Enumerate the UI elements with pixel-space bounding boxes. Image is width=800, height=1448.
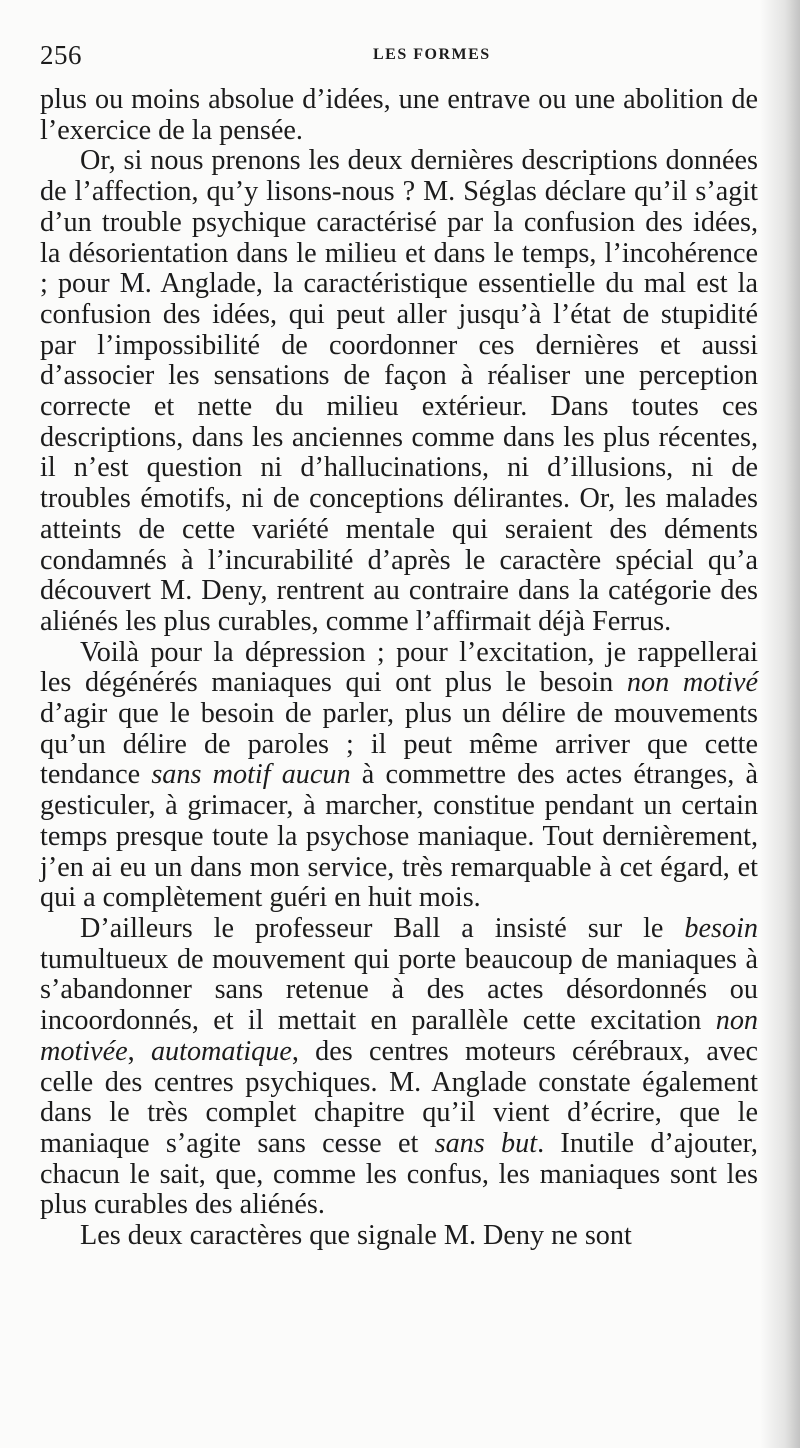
page-header — [40, 38, 760, 72]
text-segment: plus ou moins absolue d’idées, une entrave ou une abolition de l’exercice de la pensée. — [40, 84, 758, 146]
italic-text-segment: sans but — [434, 1127, 538, 1159]
paragraph — [40, 85, 758, 146]
body-text — [40, 85, 758, 1252]
page-number: 256 — [40, 40, 82, 70]
text-segment: Or, si nous prenons les deux dernières descriptions données de l’affection, qu’y lisons-nous ? M. Séglas déclare qu’il s’agit d’un trouble psychique caractérisé par la confusion des idées, la désorientation dans le milieu et dans le temps, l’incohérence ; pour M. Anglade, la caractéristique essentielle du mal est la confusion des idées, qui peut aller jusqu’à l’état de stupidité par l’impossibilité de coordonner ces dernières et aussi d’associer les sensations de façon à réaliser une perception correcte et nette du milieu extérieur. Dans toutes ces descriptions, dans les anciennes comme dans les plus récentes, il n’est question ni d’hallucinations, ni d’illusions, ni de troubles émotifs, ni de conceptions délirantes. Or, les malades atteints de cette variété mentale qui seraient des déments condamnés à l’incurabilité d’après le caractère spécial qu’a découvert M. Deny, rentrent au contraire dans la catégorie des aliénés les plus curables, comme l’affirmait déjà Ferrus. — [40, 145, 758, 637]
paragraph — [40, 638, 758, 914]
running-title: LES FORMES — [373, 46, 491, 63]
italic-text-segment: automatique — [150, 1035, 292, 1067]
text-segment: Les deux caractères que signale M. Deny ne sont — [80, 1220, 632, 1252]
text-segment: . Inutile d’ajouter, chacun le sait, que, comme les confus, les maniaques sont les plus curables des aliénés. — [40, 1127, 758, 1221]
text-segment: à commettre des actes étranges, à gesticuler, à grimacer, à marcher, constitue pendant un certain temps presque toute la psychose maniaque. Tout dernièrement, j’en ai eu un dans mon service, très remarquable à cet égard, et qui a complètement guéri en huit mois. — [40, 759, 758, 914]
paragraph — [40, 146, 758, 637]
text-segment: Voilà pour la dépression ; pour l’excitation, je rappellerai les dégénérés maniaques qui ont plus le besoin — [40, 636, 758, 699]
text-segment: d’agir que le besoin de parler, plus un délire de mouvements qu’un délire de paroles ; il peut même arriver que cette tendance — [40, 698, 758, 791]
paragraph — [40, 1221, 758, 1252]
text-segment: , des centres moteurs cérébraux, avec celle des centres psychiques. M. Anglade constate également dans le très complet chapitre qu’il vient d’écrire, que le maniaque s’agite sans cesse et — [40, 1035, 758, 1159]
italic-text-segment: non motivé — [626, 667, 758, 699]
italic-text-segment: besoin — [684, 912, 758, 944]
text-segment: tumultueux de mouvement qui porte beaucoup de maniaques à s’abandonner sans retenue à des actes désordonnés ou incoordonnés, et il mettait en parallèle cette excitation — [40, 943, 758, 1037]
italic-text-segment: non motivée — [40, 1005, 758, 1067]
italic-text-segment: sans motif aucun — [151, 759, 351, 791]
text-segment: , — [127, 1035, 151, 1067]
paragraph — [40, 914, 758, 1221]
text-segment: D’ailleurs le professeur Ball a insisté sur le — [80, 912, 685, 944]
